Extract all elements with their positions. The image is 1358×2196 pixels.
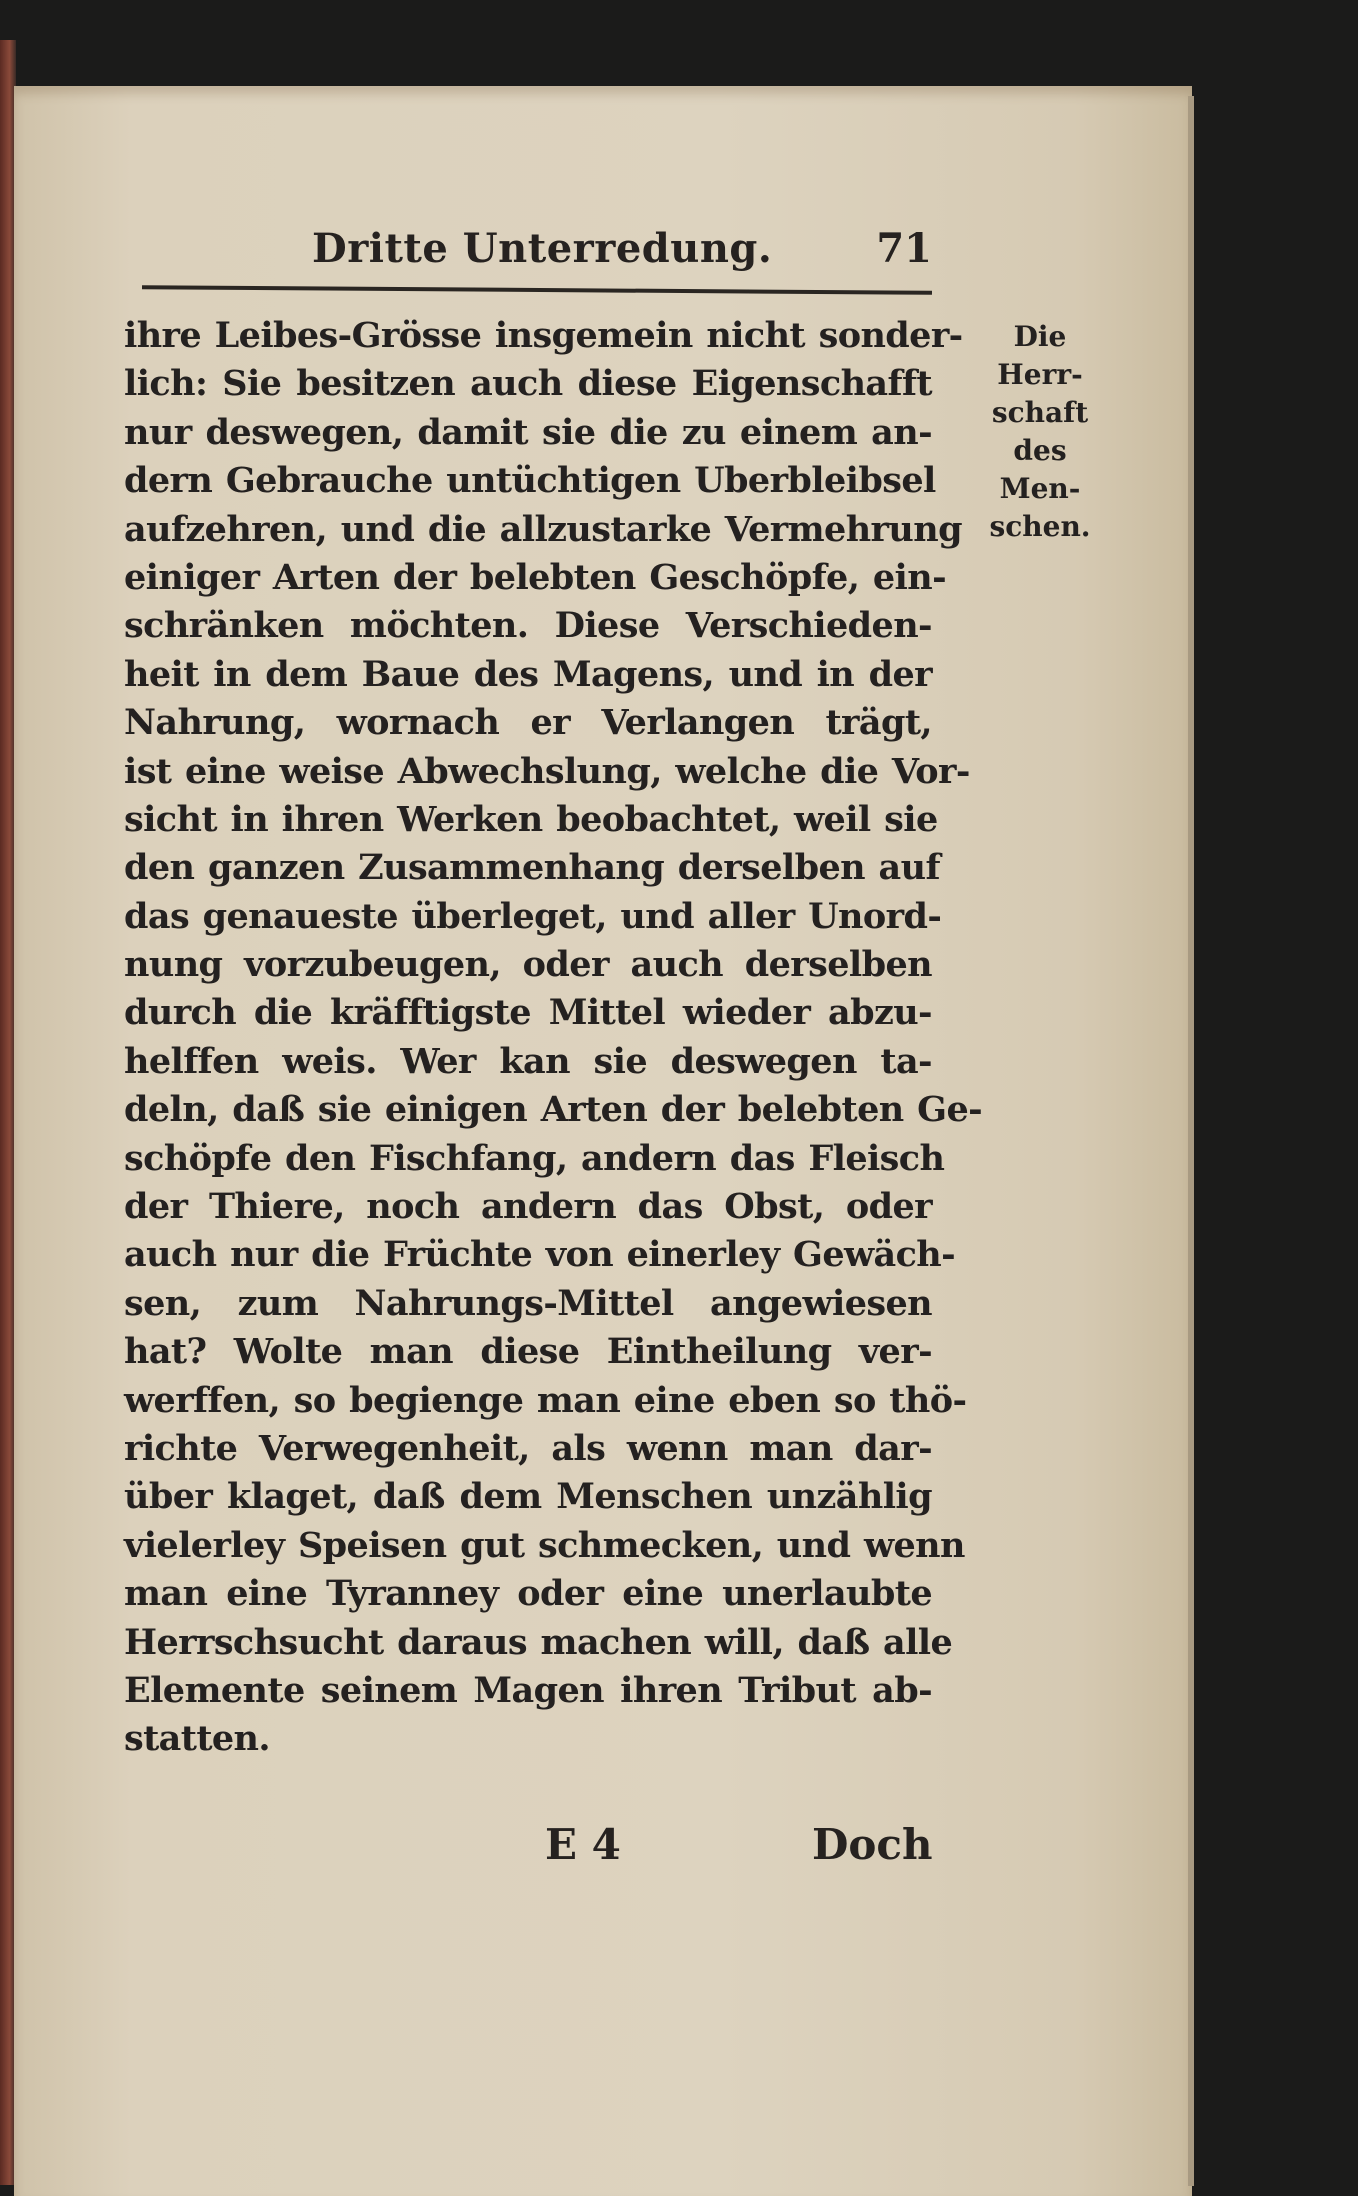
text-line: der Thiere, noch andern das Obst, oder (124, 1186, 932, 1228)
text-line: ist eine weise Abwechslung, welche die Vor- (124, 750, 970, 792)
text-line: deln, daß sie einigen Arten der belebten Ge- (124, 1089, 983, 1131)
margin-note-line: schaft (991, 396, 1089, 429)
body-text (124, 312, 983, 1764)
margin-note-line: des (1013, 434, 1067, 467)
text-line: Herrschsucht daraus machen will, daß alle (124, 1621, 953, 1663)
catchword: Doch (812, 1820, 933, 1869)
text-line: über klaget, daß dem Menschen unzählig (124, 1476, 932, 1518)
text-line: ihre Leibes-Grösse insgemein nicht sonder- (124, 315, 963, 356)
margin-note-line: schen. (989, 510, 1091, 543)
margin-note (975, 318, 1105, 546)
text-line: einiger Arten der belebten Geschöpfe, ein- (124, 556, 947, 598)
text-line: nung vorzubeugen, oder auch derselben (124, 944, 932, 986)
text-line: das genaueste überleget, und aller Unord- (124, 895, 942, 937)
text-line: werffen, so begienge man eine eben so thö- (124, 1379, 967, 1421)
text-line: durch die kräfftigste Mittel wieder abzu- (124, 992, 932, 1034)
text-line: sicht in ihren Werken beobachtet, weil sie (124, 798, 938, 840)
page-number: 71 (876, 225, 932, 272)
text-line: helffen weis. Wer kan sie deswegen ta- (124, 1040, 932, 1082)
signature-mark: E 4 (545, 1820, 621, 1869)
text-line: den ganzen Zusammenhang derselben auf (124, 847, 940, 889)
text-line: Elemente seinem Magen ihren Tribut ab- (124, 1669, 932, 1711)
text-line: dern Gebrauche untüchtigen Uberbleibsel (124, 460, 936, 502)
text-line: schöpfe den Fischfang, andern das Fleisch (124, 1137, 945, 1179)
text-line: heit in dem Baue des Magens, und in der (124, 653, 932, 695)
text-line: schränken möchten. Diese Verschieden- (124, 605, 932, 647)
margin-note-line: Die (1013, 320, 1067, 353)
text-line: hat? Wolte man diese Eintheilung ver- (124, 1331, 932, 1373)
page-edge (1188, 96, 1194, 2186)
text-line: auch nur die Früchte von einerley Gewäch- (124, 1234, 956, 1276)
page-header (312, 225, 932, 285)
text-line: aufzehren, und die allzustarke Vermehrung (124, 508, 962, 550)
text-line: lich: Sie besitzen auch diese Eigenschafft (124, 363, 932, 405)
running-title: Dritte Unterredung. (312, 225, 773, 272)
text-line: statten. (124, 1718, 270, 1760)
margin-note-line: Herr- (997, 358, 1083, 391)
text-line: vielerley Speisen gut schmecken, und wenn (124, 1524, 965, 1566)
text-line: Nahrung, wornach er Verlangen trägt, (124, 702, 932, 744)
text-line: nur deswegen, damit sie die zu einem an- (124, 411, 932, 453)
text-line: sen, zum Nahrungs-Mittel angewiesen (124, 1282, 932, 1324)
text-line: richte Verwegenheit, als wenn man dar- (124, 1427, 932, 1469)
text-line: man eine Tyranney oder eine unerlaubte (124, 1573, 932, 1615)
margin-note-line: Men- (999, 472, 1081, 505)
